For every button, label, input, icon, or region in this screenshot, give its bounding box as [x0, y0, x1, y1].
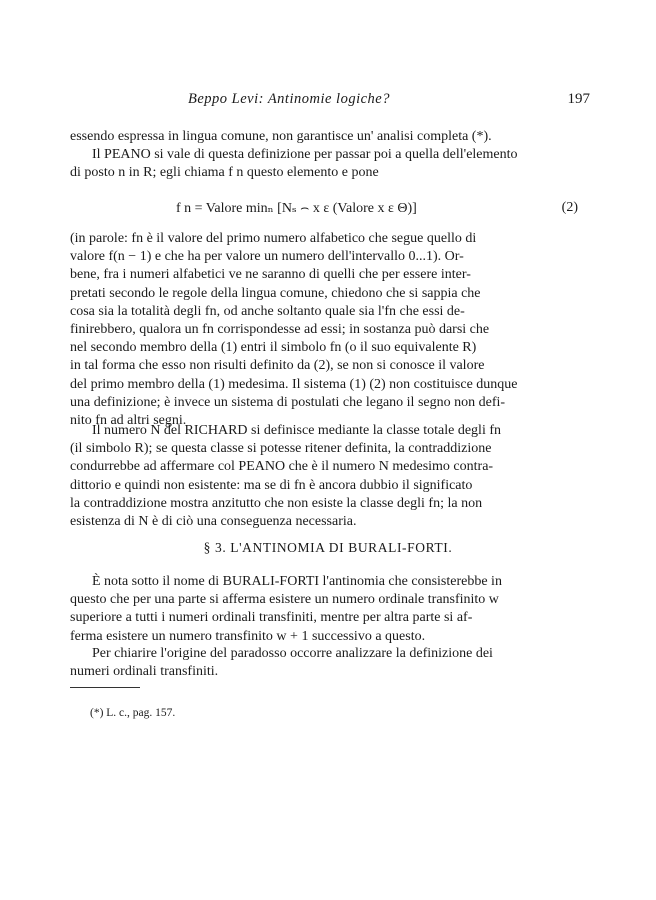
text-line: superiore a tutti i numeri ordinali transfiniti, mentre per altra parte si af- — [70, 610, 473, 626]
text-line: ferma esistere un numero transfinito w + 1 successivo a questo. — [70, 628, 426, 644]
text-line: È nota sotto il nome di BURALI-FORTI l'antinomia che consisterebbe in — [92, 574, 502, 589]
footnote-divider — [70, 687, 140, 688]
text-line: esistenza di N è di ciò una conseguenza necessaria. — [70, 514, 357, 530]
text-line: (in parole: fn è il valore del primo numero alfabetico che segue quello di — [70, 231, 477, 246]
text-line: condurrebbe ad affermare col PEANO che è il numero N medesimo contra- — [70, 459, 494, 475]
page-number: 197 — [567, 91, 590, 107]
footnote: (*) L. c., pag. 157. — [90, 707, 176, 719]
text-line: questo che per una parte si afferma esistere un numero ordinale transfinito w — [70, 592, 499, 608]
paragraph-2 — [70, 230, 588, 430]
text-line: nito fn ad altri segni. — [70, 413, 187, 429]
text-line: valore f(n − 1) e che ha per valore un numero dell'intervallo 0...1). Or- — [70, 249, 464, 265]
equation-number: (2) — [561, 200, 578, 215]
text-line: essendo espressa in lingua comune, non garantisce un' analisi completa (*). — [70, 129, 492, 144]
running-title: Beppo Levi: Antinomie logiche? — [188, 91, 390, 107]
page-header — [70, 91, 590, 111]
text-line: Il PEANO si vale di questa definizione per passar poi a quella dell'elemento — [92, 147, 518, 163]
text-line: in tal forma che esso non risulti definito da (2), se non si conosce il valore — [70, 358, 485, 374]
paragraph-4 — [70, 573, 588, 646]
text-line: Per chiarire l'origine del paradosso occorre analizzare la definizione dei — [92, 646, 493, 661]
text-line: bene, fra i numeri alfabetici ve ne saranno di quelli che per essere inter- — [70, 267, 471, 283]
text-line: finirebbero, qualora un fn corrispondesse ad essi; in sostanza può darsi che — [70, 322, 490, 338]
text-line: di posto n in R; egli chiama f n questo elemento e pone — [70, 165, 379, 181]
text-line: pretati secondo le regole della lingua comune, chiedono che si sappia che — [70, 285, 481, 301]
text-line: la contraddizione mostra anzitutto che non esiste la classe degli fn; la non — [70, 495, 483, 511]
text-line: del primo membro della (1) medesima. Il sistema (1) (2) non costituisce dunque — [70, 376, 518, 392]
equation-text: f n = Valore minₙ [Nₛ ⌢ x ε (Valore x ε Θ)] — [176, 201, 417, 216]
section-heading: § 3. L'ANTINOMIA DI BURALI-FORTI. — [203, 540, 453, 555]
text-line: nel secondo membro della (1) entri il simbolo fn (o il suo equivalente R) — [70, 340, 477, 356]
paragraph-5 — [70, 645, 588, 681]
paragraph-1 — [70, 128, 588, 183]
paragraph-3 — [70, 422, 588, 531]
text-line: dittorio e quindi non esistente: ma se di fn è ancora dubbio il significato — [70, 477, 473, 493]
text-line: Il numero N del RICHARD si definisce mediante la classe totale degli fn — [92, 423, 502, 438]
text-line: numeri ordinali transfiniti. — [70, 664, 219, 680]
equation-2 — [70, 200, 588, 218]
text-line: (il simbolo R); se questa classe si potesse ritener definita, la contraddizione — [70, 441, 492, 457]
text-line: una definizione; è invece un sistema di postulati che legano il segno non defi- — [70, 394, 506, 410]
text-line: cosa sia la totalità degli fn, od anche soltanto quale sia l'fn che essi de- — [70, 303, 465, 319]
